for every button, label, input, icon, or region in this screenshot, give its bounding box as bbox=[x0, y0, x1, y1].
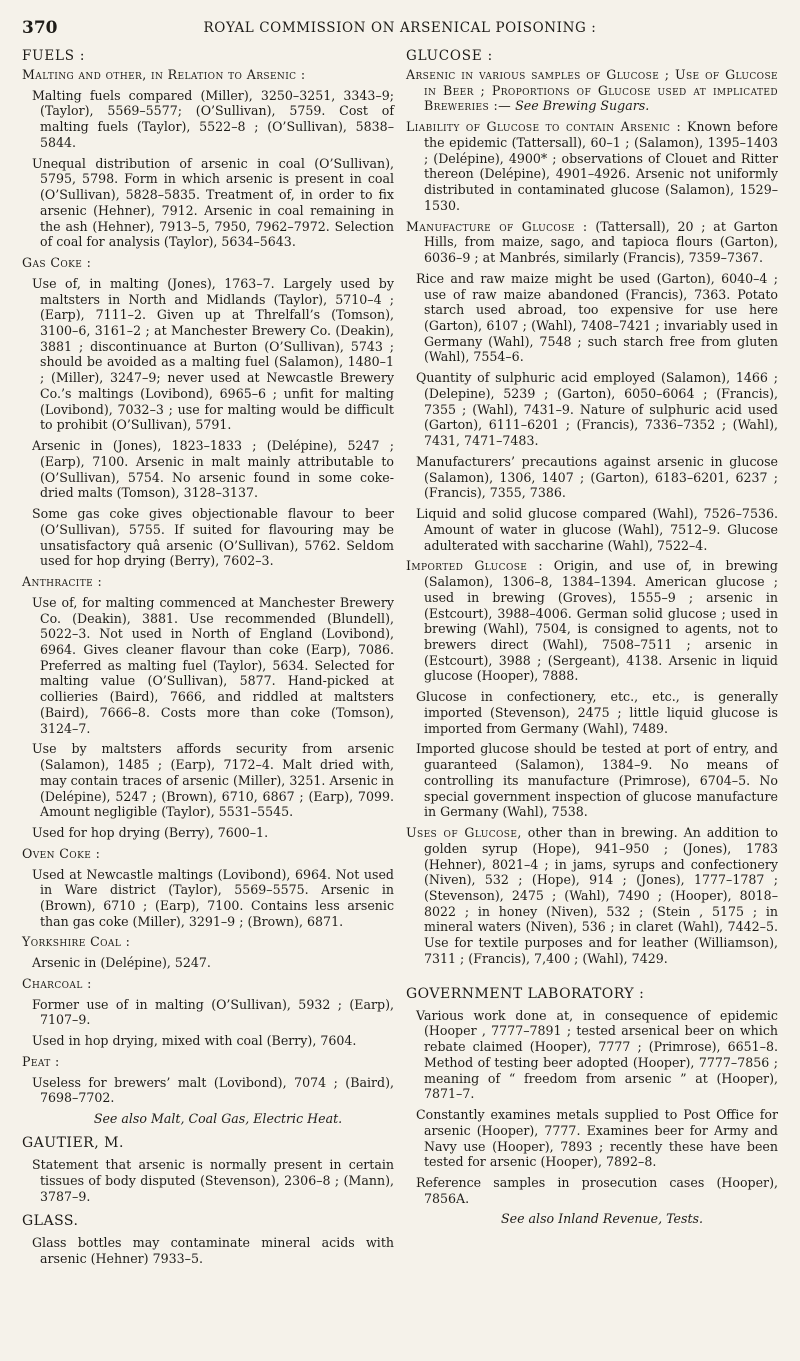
imported-glucose-entry bbox=[406, 558, 778, 684]
page-number: 370 bbox=[22, 18, 58, 38]
government-laboratory-para: Reference samples in prosecution cases (Hooper), 7856A. bbox=[416, 1175, 778, 1206]
glucose-para: Manufacturers’ precautions against arsenic in glucose (Salamon), 1306, 1407 ; (Garton), 6183–6201, 6237 ; (Francis), 7355, 7386. bbox=[416, 453, 778, 501]
uses-of-glucose-lead: Uses of Glucose, bbox=[406, 825, 522, 841]
subheading-gas-coke bbox=[22, 255, 394, 271]
subheading-lead: Malting and other, in Relation to Arsenic : bbox=[22, 67, 306, 82]
glucose-entry bbox=[406, 119, 778, 213]
anthracite-para: Use by maltsters affords security from arsenic (Salamon), 1485 ; (Earp), 7172–4. Malt dried with, may contain traces of arsenic (Miller), 3251. Arsenic in (Delépine), 5247 ; (Brown), 6710, 6867 ; (Earp), 7099. Amount negligible (Taylor), 5531–5545. bbox=[32, 741, 394, 820]
gas-coke-para: Arsenic in (Jones), 1823–1833 ; (Delépine), 5247 ; (Earp), 7100. Arsenic in malt mainly attributable to (O’Sullivan), 5754. No arsenic found in some coke-dried malts (Tomson), 3128–3137. bbox=[32, 438, 394, 501]
subheading-peat bbox=[22, 1054, 394, 1070]
government-laboratory-para: Constantly examines metals supplied to Post Office for arsenic (Hooper), 7777. Examines beer for Army and Navy use (Hooper), 7893 ; recently these have been tested for arsenic (Hooper), 7892–8. bbox=[416, 1107, 778, 1170]
heading-glucose: GLUCOSE : bbox=[406, 48, 493, 64]
oven-coke-para: Used at Newcastle maltings (Lovibond), 6964. Not used in Ware district (Taylor), 5569–5575. Arsenic in (Brown), 6710 ; (Earp), 7100. Contains less arsenic than gas coke (Miller), 3291–9 ; (Brown), 6871. bbox=[32, 866, 394, 929]
two-column-body bbox=[22, 48, 778, 1276]
charcoal-para: Former use of in malting (O’Sullivan), 5932 ; (Earp), 7107–9. bbox=[32, 996, 394, 1028]
subheading-lead: Anthracite : bbox=[22, 574, 103, 590]
spacer bbox=[406, 976, 778, 982]
yorkshire-coal-para: Arsenic in (Delépine), 5247. bbox=[32, 955, 211, 971]
see-also-government-laboratory: See also Inland Revenue, Tests. bbox=[501, 1211, 703, 1227]
left-column bbox=[22, 48, 394, 1276]
glucose-entry bbox=[406, 219, 778, 266]
header-title: ROYAL COMMISSION ON ARSENICAL POISONING : bbox=[203, 20, 597, 36]
heading-gautier: GAUTIER, M. bbox=[22, 1135, 124, 1152]
right-column bbox=[406, 48, 778, 1276]
charcoal-para: Used in hop drying, mixed with coal (Berry), 7604. bbox=[32, 1033, 357, 1049]
see-also-fuels: See also Malt, Coal Gas, Electric Heat. bbox=[93, 1111, 343, 1127]
glucose-entry bbox=[406, 67, 778, 114]
gautier-para: Statement that arsenic is normally present in certain tissues of body disputed (Stevenson), 2306–8 ; (Mann), 3787–9. bbox=[32, 1157, 394, 1204]
gas-coke-para: Use of, in malting (Jones), 1763–7. Largely used by maltsters in North and Midlands (Taylor), 5710–4 ; (Earp), 7111–2. Given up at Threlfall’s (Tomson), 3100–6, 3161–2 ; at Manchester Brewery Co. (Deakin), 3881 ; discontinuance at Burton (O’Sullivan), 5743 ; should be avoided as a malting fuel (Salamon), 1480–1 ; (Miller), 3247–9; never used at Newcastle Brewery Co.’s maltings (Lovibond), 6965–6 ; unfit for malting (Lovibond), 7032–3 ; use for malting would be difficult to prohibit (O’Sullivan), 5791. bbox=[32, 275, 394, 433]
malting-para: Unequal distribution of arsenic in coal (O’Sullivan), 5795, 5798. Form in which arsenic is present in coal (O’Sullivan), 5828–5835. Treatment of, in order to fix arsenic (Hehner), 7912. Arsenic in coal remaining in the ash (Hehner), 7913–5, 7950, 7962–7972. Selection of coal for analysis (Taylor), 5634–5643. bbox=[32, 155, 394, 250]
imported-glucose-para: Imported glucose should be tested at port of entry, and guaranteed (Salamon), 1384–9. No means of controlling its manufacture (Primrose), 6704–5. No special government inspection of glucose manufacture in Germany (Wahl), 7538. bbox=[416, 741, 778, 820]
entry-glass bbox=[22, 1213, 394, 1266]
subheading-anthracite bbox=[22, 574, 394, 590]
entry-gautier bbox=[22, 1135, 394, 1204]
heading-government-laboratory: GOVERNMENT LABORATORY : bbox=[406, 985, 645, 1002]
glucose-para: Quantity of sulphuric acid employed (Salamon), 1466 ; (Delepine), 5239 ; (Garton), 6050–6064 ; (Francis), 7355 ; (Wahl), 7431–9. Nature of sulphuric acid used (Garton), 6111–6201 ; (Francis), 7336–7352 ; (Wahl), 7431, 7471–7483. bbox=[416, 370, 778, 449]
anthracite-para: Used for hop drying (Berry), 7600–1. bbox=[32, 825, 269, 841]
glucose-entry-text: See Brewing Sugars. bbox=[515, 98, 650, 114]
entry-government-laboratory bbox=[406, 986, 778, 1227]
subheading-lead: Yorkshire Coal : bbox=[22, 934, 131, 950]
glucose-entry-lead: Liability of Glucose to contain Arsenic : bbox=[406, 119, 682, 135]
entry-glucose bbox=[406, 48, 778, 967]
entry-fuels bbox=[22, 48, 394, 1126]
glucose-entry-text: Known before the epidemic (Tattersall), 60–1 ; (Salamon), 1395–1403 ; (Delépine), 4900* ; observations of Clouet and Ritter thereon (Delépine), 4901–4926. Arsenic not uniformly distributed in contaminated glucose (Salamon), 1529–1530. bbox=[424, 119, 778, 213]
gas-coke-para: Some gas coke gives objectionable flavour to beer (O’Sullivan), 5755. If suited for flavouring may be unsatisfactory quâ arsenic (O’Sullivan), 5762. Seldom used for hop drying (Berry), 7602–3. bbox=[32, 506, 394, 569]
subheading-lead: Charcoal : bbox=[22, 975, 92, 991]
heading-glass: GLASS. bbox=[22, 1213, 79, 1230]
running-head bbox=[22, 18, 778, 48]
glucose-para: Rice and raw maize might be used (Garton), 6040–4 ; use of raw maize abandoned (Francis), 7363. Potato starch used abroad, too expensive for use here (Garton), 6107 ; (Wahl), 7408–7421 ; invariably used in Germany (Wahl), 7548 ; such starch free from gluten (Wahl), 7554–6. bbox=[416, 270, 778, 365]
malting-para: Malting fuels compared (Miller), 3250–3251, 3343–9; (Taylor), 5569–5577; (O’Sullivan), 5759. Cost of malting fuels (Taylor), 5522–8 ; (O’Sullivan), 5838–5844. bbox=[32, 87, 394, 150]
subheading-lead: Gas Coke : bbox=[22, 255, 92, 271]
government-laboratory-para: Various work done at, in consequence of epidemic (Hooper , 7777–7891 ; tested arsenical beer on which rebate claimed (Hooper), 7777 ; (Primrose), 6651–8. Method of testing beer adopted (Hooper), 7777–7856 ; meaning of “ freedom from arsenic ” at (Hooper), 7871–7. bbox=[416, 1007, 778, 1102]
heading-fuels: FUELS : bbox=[22, 48, 86, 64]
anthracite-para: Use of, for malting commenced at Manchester Brewery Co. (Deakin), 3881. Use recommended (Blundell), 5022–3. Not used in North of England (Lovibond), 6964. Gives cleaner flavour than coke (Earp), 7086. Preferred as malting fuel (Taylor), 5634. Selected for malting value (O’Sullivan), 5877. Hand-picked at collieries (Baird), 7666, and riddled at maltsters (Baird), 7666–8. Costs more than coke (Tomson), 3124–7. bbox=[32, 594, 394, 736]
subheading-lead: Peat : bbox=[22, 1053, 60, 1069]
glucose-para: Liquid and solid glucose compared (Wahl), 7526–7536. Amount of water in glucose (Wahl), 7512–9. Glucose adulterated with saccharine (Wahl), 7522–4. bbox=[416, 506, 778, 553]
subheading-malting bbox=[22, 67, 394, 83]
imported-glucose-text: Origin, and use of, in brewing (Salamon), 1306–8, 1384–1394. American glucose ; used in brewing (Groves), 1555–9 ; arsenic in (Estcourt), 3988–4006. German solid glucose ; used in brewing (Wahl), 7504, is consigned to agents, not to brewers direct (Wahl), 7508–7511 ; arsenic in (Estcourt), 3988 ; (Sergeant), 4138. Arsenic in liquid glucose (Hooper), 7888. bbox=[424, 558, 778, 684]
uses-of-glucose-entry bbox=[406, 825, 778, 967]
uses-of-glucose-text: other than in brewing. An addition to golden syrup (Hope), 941–950 ; (Jones), 1783 (Hehner), 8021–4 ; in jams, syrups and confectionery (Niven), 532 ; (Hope), 914 ; (Jones), 1777–1787 ; (Stevenson), 2475 ; (Wahl), 7490 ; (Hooper), 8018–8022 ; in honey (Niven), 532 ; (Stein , 5175 ; in mineral waters (Niven), 536 ; in claret (Wahl), 7442–5. Use for textile purposes and for leather (Williamson), 7311 ; (Francis), 7,400 ; (Wahl), 7429. bbox=[424, 825, 778, 966]
glucose-entry-lead: Arsenic in various samples of Glucose ; Use of Glucose in Beer ; Proportions of Glucose used at implicated Breweries :— bbox=[406, 67, 778, 114]
glucose-entry-text: (Tattersall), 20 ; at Garton Hills, from maize, sago, and tapioca flours (Garton), 6036–9 ; at Manbrés, similarly (Francis), 7359–7367. bbox=[424, 218, 778, 266]
glass-para: Glass bottles may contaminate mineral acids with arsenic (Hehner) 7933–5. bbox=[32, 1235, 394, 1266]
subheading-oven-coke bbox=[22, 846, 394, 862]
peat-para: Useless for brewers’ malt (Lovibond), 7074 ; (Baird), 7698–7702. bbox=[32, 1074, 394, 1106]
imported-glucose-lead: Imported Glucose : bbox=[406, 558, 544, 574]
glucose-entry-lead: Manufacture of Glucose : bbox=[406, 218, 588, 234]
subheading-yorkshire-coal bbox=[22, 934, 394, 950]
imported-glucose-para: Glucose in confectionery, etc., etc., is generally imported (Stevenson), 2475 ; little liquid glucose is imported from Germany (Wahl), 7489. bbox=[416, 689, 778, 736]
subheading-lead: Oven Coke : bbox=[22, 845, 101, 861]
subheading-charcoal bbox=[22, 976, 394, 992]
